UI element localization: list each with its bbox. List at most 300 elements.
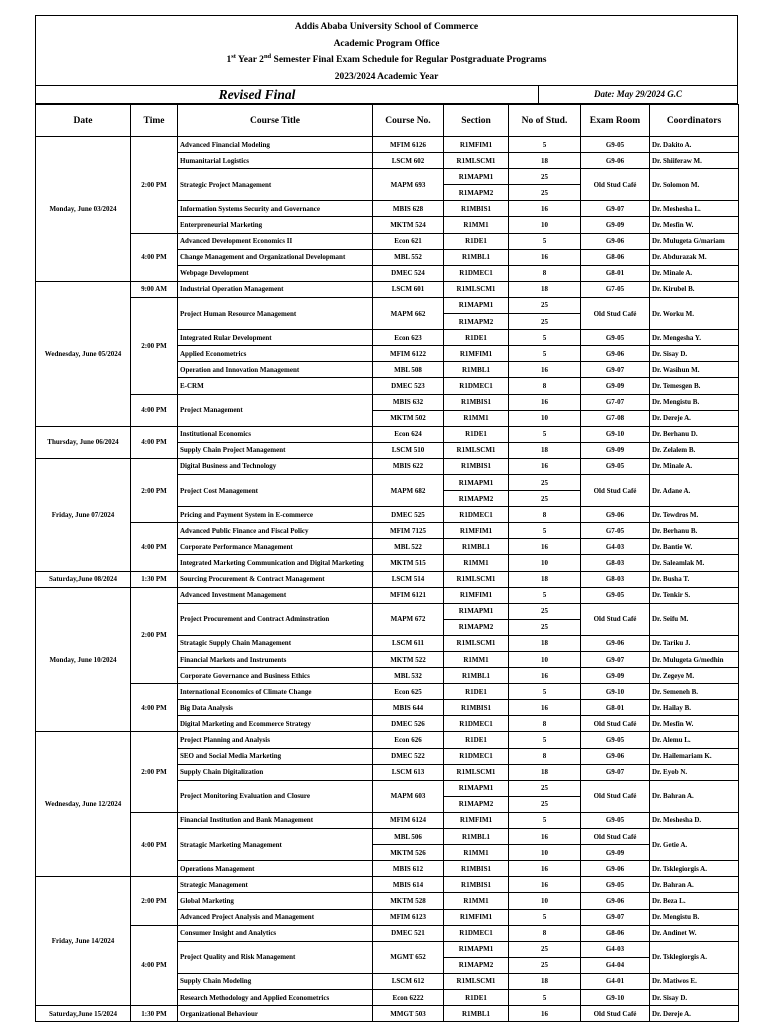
section-code: R1DMEC1 [444, 716, 509, 732]
student-count: 5 [509, 426, 581, 442]
course-no: MGMT 652 [373, 941, 444, 973]
section-code: R1MAPM2 [444, 796, 509, 812]
course-title: Stratagic Marketing Management [178, 829, 373, 861]
coordinator: Dr. Zelalem B. [650, 442, 739, 458]
exam-time: 4:00 PM [131, 394, 178, 426]
schedule-row [36, 571, 739, 587]
section-code: R1MAPM2 [444, 491, 509, 507]
student-count: 25 [509, 185, 581, 201]
section-code: R1MM1 [444, 555, 509, 571]
exam-date: Thursday, June 06/2024 [36, 426, 131, 458]
student-count: 25 [509, 314, 581, 330]
course-no: MAPM 672 [373, 603, 444, 635]
course-title: Supply Chain Modeling [178, 973, 373, 989]
col-header-coordinators: Coordinators [650, 105, 739, 137]
course-no: MBL 522 [373, 539, 444, 555]
schedule-row [36, 732, 739, 748]
course-no: MFIM 6124 [373, 812, 444, 828]
student-count: 18 [509, 764, 581, 780]
student-count: 5 [509, 732, 581, 748]
coordinator: Dr. Seifu M. [650, 603, 739, 635]
exam-room: G9-07 [581, 201, 650, 217]
exam-room: G7-05 [581, 523, 650, 539]
course-title: Organizational Behaviour [178, 1006, 373, 1022]
course-title: Advanced Project Analysis and Management [178, 909, 373, 925]
student-count: 18 [509, 281, 581, 297]
course-title: Integrated Rular Development [178, 330, 373, 346]
course-title: Research Methodology and Applied Econometrics [178, 989, 373, 1005]
section-code: R1MFIM1 [444, 587, 509, 603]
student-count: 8 [509, 925, 581, 941]
student-count: 10 [509, 845, 581, 861]
schedule-row [36, 394, 739, 410]
course-no: MBIS 614 [373, 877, 444, 893]
course-title: Financial Institution and Bank Management [178, 812, 373, 828]
coordinator: Dr. Tsklegiorgis A. [650, 861, 739, 877]
student-count: 25 [509, 297, 581, 313]
exam-room: G9-06 [581, 233, 650, 249]
col-header-course-title: Course Title [178, 105, 373, 137]
exam-room: G9-06 [581, 507, 650, 523]
exam-date: Saturday,June 08/2024 [36, 571, 131, 587]
section-code: R1MFIM1 [444, 812, 509, 828]
exam-date: Monday, June 03/2024 [36, 137, 131, 282]
exam-time: 4:00 PM [131, 812, 178, 876]
section-code: R1MFIM1 [444, 909, 509, 925]
student-count: 18 [509, 442, 581, 458]
schedule-row [36, 233, 739, 249]
coordinator: Dr. Shiiferaw M. [650, 153, 739, 169]
section-code: R1MM1 [444, 845, 509, 861]
coordinator: Dr. Mengistu B. [650, 394, 739, 410]
exam-room: G4-01 [581, 973, 650, 989]
exam-room: G9-06 [581, 153, 650, 169]
student-count: 25 [509, 796, 581, 812]
course-no: MKTM 526 [373, 845, 444, 861]
coordinator: Dr. Tariku J. [650, 635, 739, 651]
course-title: Applied Econometrics [178, 346, 373, 362]
course-no: Econ 626 [373, 732, 444, 748]
exam-room: G7-08 [581, 410, 650, 426]
coordinator: Dr. Getie A. [650, 829, 739, 861]
coordinator: Dr. Kirubel B. [650, 281, 739, 297]
revised-final-label: Revised Final [218, 86, 296, 102]
student-count: 8 [509, 748, 581, 764]
exam-room: Old Stud Café [581, 780, 650, 812]
student-count: 10 [509, 217, 581, 233]
section-code: R1MAPM1 [444, 169, 509, 185]
coordinator: Dr. Bahran A. [650, 877, 739, 893]
schedule-table [35, 104, 739, 1022]
course-title: SEO and Social Media Marketing [178, 748, 373, 764]
student-count: 5 [509, 684, 581, 700]
course-title: Project Procurement and Contract Adminstration [178, 603, 373, 635]
course-no: MBIS 622 [373, 458, 444, 474]
student-count: 25 [509, 603, 581, 619]
exam-room: G8-06 [581, 925, 650, 941]
student-count: 16 [509, 539, 581, 555]
schedule-title: 1st Year 2nd Semester Final Exam Schedule for Regular Postgraduate Programs [226, 52, 547, 65]
section-code: R1MLSCM1 [444, 281, 509, 297]
exam-room: G7-07 [581, 394, 650, 410]
column-header-row [36, 105, 739, 137]
exam-time: 4:00 PM [131, 925, 178, 1005]
section-code: R1MM1 [444, 893, 509, 909]
course-no: MMGT 503 [373, 1006, 444, 1022]
coordinator: Dr. Mesfin W. [650, 217, 739, 233]
coordinator: Dr. Abdurazak M. [650, 249, 739, 265]
student-count: 16 [509, 829, 581, 845]
exam-time: 2:00 PM [131, 877, 178, 925]
coordinator: Dr. Minale A. [650, 265, 739, 281]
academic-year: 2023/2024 Academic Year [334, 71, 439, 82]
coordinator: Dr. Solomon M. [650, 169, 739, 201]
exam-room: Old Stud Café [581, 603, 650, 635]
exam-room: Old Stud Café [581, 169, 650, 201]
course-no: MKTM 502 [373, 410, 444, 426]
schedule-row [36, 426, 739, 442]
section-code: R1DMEC1 [444, 748, 509, 764]
coordinator: Dr. Meshesha L. [650, 201, 739, 217]
coordinator: Dr. Zegeye M. [650, 668, 739, 684]
course-no: LSCM 514 [373, 571, 444, 587]
course-title: Digital Marketing and Ecommerce Strategy [178, 716, 373, 732]
section-code: R1MBL1 [444, 668, 509, 684]
schedule-row [36, 523, 739, 539]
section-code: R1MAPM2 [444, 619, 509, 635]
coordinator: Dr. Wasihun M. [650, 362, 739, 378]
course-title: Integrated Marketing Communication and Digital Marketing [178, 555, 373, 571]
section-code: R1DMEC1 [444, 507, 509, 523]
student-count: 25 [509, 474, 581, 490]
schedule-row [36, 1006, 739, 1022]
exam-time: 2:00 PM [131, 732, 178, 812]
university-name: Addis Ababa University School of Commerce [294, 22, 479, 32]
course-no: Econ 621 [373, 233, 444, 249]
course-title: Project Cost Management [178, 474, 373, 506]
course-no: MFIM 7125 [373, 523, 444, 539]
section-code: R1MBIS1 [444, 201, 509, 217]
schedule-row [36, 684, 739, 700]
coordinator: Dr. Matiwos E. [650, 973, 739, 989]
course-no: LSCM 611 [373, 635, 444, 651]
section-code: R1MBL1 [444, 539, 509, 555]
course-no: DMEC 525 [373, 507, 444, 523]
col-header-time: Time [131, 105, 178, 137]
course-no: LSCM 613 [373, 764, 444, 780]
section-code: R1MBIS1 [444, 458, 509, 474]
student-count: 5 [509, 989, 581, 1005]
exam-time: 2:00 PM [131, 587, 178, 684]
coordinator: Dr. Dereje A. [650, 410, 739, 426]
student-count: 8 [509, 507, 581, 523]
student-count: 10 [509, 555, 581, 571]
course-no: MKTM 524 [373, 217, 444, 233]
student-count: 18 [509, 973, 581, 989]
coordinator: Dr. Mulugeta G/medhin [650, 652, 739, 668]
exam-room: G9-06 [581, 893, 650, 909]
course-no: LSCM 601 [373, 281, 444, 297]
course-title: Operations Management [178, 861, 373, 877]
coordinator: Dr. Bantie W. [650, 539, 739, 555]
course-title: Supply Chain Project Management [178, 442, 373, 458]
exam-time: 1:30 PM [131, 571, 178, 587]
student-count: 10 [509, 410, 581, 426]
exam-room: G4-03 [581, 539, 650, 555]
course-title: Industrial Operation Management [178, 281, 373, 297]
course-no: Econ 623 [373, 330, 444, 346]
exam-room: G9-09 [581, 378, 650, 394]
office-name: Academic Program Office [333, 38, 440, 49]
course-no: MFIM 6121 [373, 587, 444, 603]
section-code: R1MBIS1 [444, 861, 509, 877]
course-title: Webpage Development [178, 265, 373, 281]
section-code: R1MLSCM1 [444, 764, 509, 780]
section-code: R1MAPM2 [444, 957, 509, 973]
course-no: MBL 552 [373, 249, 444, 265]
coordinator: Dr. Bahran A. [650, 780, 739, 812]
course-no: DMEC 523 [373, 378, 444, 394]
coordinator: Dr. Minale A. [650, 458, 739, 474]
course-title: International Economics of Climate Change [178, 684, 373, 700]
coordinator: Dr. Mulugeta G/mariam [650, 233, 739, 249]
section-code: R1MLSCM1 [444, 973, 509, 989]
section-code: R1MBL1 [444, 362, 509, 378]
student-count: 16 [509, 458, 581, 474]
coordinator: Dr. Semeneh B. [650, 684, 739, 700]
course-no: MAPM 682 [373, 474, 444, 506]
course-title: Global Marketing [178, 893, 373, 909]
student-count: 5 [509, 587, 581, 603]
course-no: Econ 624 [373, 426, 444, 442]
exam-date: Saturday,June 15/2024 [36, 1006, 131, 1022]
section-code: R1MLSCM1 [444, 442, 509, 458]
coordinator: Dr. Mesfin W. [650, 716, 739, 732]
coordinator: Dr. Saleamlak M. [650, 555, 739, 571]
course-no: MAPM 603 [373, 780, 444, 812]
course-title: Corporate Governance and Business Ethics [178, 668, 373, 684]
coordinator: Dr. Alemu L. [650, 732, 739, 748]
course-no: MBL 508 [373, 362, 444, 378]
student-count: 25 [509, 957, 581, 973]
coordinator: Dr. Beza L. [650, 893, 739, 909]
exam-room: G9-07 [581, 909, 650, 925]
exam-room: G9-09 [581, 442, 650, 458]
student-count: 25 [509, 780, 581, 796]
section-code: R1DE1 [444, 684, 509, 700]
course-no: MFIM 6122 [373, 346, 444, 362]
exam-time: 4:00 PM [131, 523, 178, 571]
coordinator: Dr. Tewdros M. [650, 507, 739, 523]
schedule-row [36, 297, 739, 313]
section-code: R1MBIS1 [444, 877, 509, 893]
course-title: Strategic Project Management [178, 169, 373, 201]
student-count: 16 [509, 394, 581, 410]
student-count: 25 [509, 941, 581, 957]
course-title: E-CRM [178, 378, 373, 394]
student-count: 18 [509, 153, 581, 169]
student-count: 8 [509, 378, 581, 394]
section-code: R1MFIM1 [444, 346, 509, 362]
course-no: Econ 6222 [373, 989, 444, 1005]
coordinator: Dr. Hailay B. [650, 700, 739, 716]
course-title: Project Management [178, 394, 373, 426]
exam-schedule-sheet [35, 15, 738, 1022]
student-count: 16 [509, 1006, 581, 1022]
course-title: Sourcing Procurement & Contract Management [178, 571, 373, 587]
section-code: R1MBIS1 [444, 700, 509, 716]
exam-date: Friday, June 07/2024 [36, 458, 131, 571]
exam-room: G9-05 [581, 812, 650, 828]
exam-room: G9-06 [581, 748, 650, 764]
section-code: R1MFIM1 [444, 523, 509, 539]
course-no: Econ 625 [373, 684, 444, 700]
section-code: R1MBL1 [444, 1006, 509, 1022]
course-no: MKTM 515 [373, 555, 444, 571]
course-no: MBIS 612 [373, 861, 444, 877]
course-no: MBIS 628 [373, 201, 444, 217]
section-code: R1DE1 [444, 989, 509, 1005]
section-code: R1DE1 [444, 732, 509, 748]
section-code: R1DMEC1 [444, 925, 509, 941]
coordinator: Dr. Meshesha D. [650, 812, 739, 828]
schedule-body [36, 137, 739, 1022]
course-no: MFIM 6126 [373, 137, 444, 153]
exam-room: G4-03 [581, 941, 650, 957]
course-no: MBL 506 [373, 829, 444, 845]
exam-date: Wednesday, June 12/2024 [36, 732, 131, 877]
col-header-students: No of Stud. [509, 105, 581, 137]
section-code: R1MLSCM1 [444, 635, 509, 651]
coordinator: Dr. Worku M. [650, 297, 739, 329]
student-count: 10 [509, 652, 581, 668]
course-no: MKTM 522 [373, 652, 444, 668]
student-count: 5 [509, 346, 581, 362]
course-title: Strategic Management [178, 877, 373, 893]
coordinator: Dr. Tenkir S. [650, 587, 739, 603]
coordinator: Dr. Hailemariam K. [650, 748, 739, 764]
course-title: Advanced Development Economics II [178, 233, 373, 249]
coordinator: Dr. Andinet W. [650, 925, 739, 941]
schedule-row [36, 925, 739, 941]
coordinator: Dr. Berhanu D. [650, 426, 739, 442]
course-no: MBIS 644 [373, 700, 444, 716]
student-count: 16 [509, 668, 581, 684]
section-code: R1DMEC1 [444, 378, 509, 394]
course-title: Advanced Investment Management [178, 587, 373, 603]
exam-room: G9-10 [581, 426, 650, 442]
exam-time: 1:30 PM [131, 1006, 178, 1022]
coordinator: Dr. Dakito A. [650, 137, 739, 153]
exam-room: G9-07 [581, 362, 650, 378]
exam-room: G8-01 [581, 265, 650, 281]
exam-room: G8-01 [581, 700, 650, 716]
exam-room: G9-05 [581, 732, 650, 748]
coordinator: Dr. Mengistu B. [650, 909, 739, 925]
student-count: 18 [509, 571, 581, 587]
exam-room: Old Stud Café [581, 297, 650, 329]
col-header-date: Date [36, 105, 131, 137]
student-count: 25 [509, 169, 581, 185]
exam-date: Friday, June 14/2024 [36, 877, 131, 1006]
course-title: Supply Chain Digitalization [178, 764, 373, 780]
course-title: Information Systems Security and Governance [178, 201, 373, 217]
exam-room: G9-09 [581, 845, 650, 861]
section-code: R1MAPM1 [444, 941, 509, 957]
course-title: Advanced Financial Modeling [178, 137, 373, 153]
course-no: MAPM 662 [373, 297, 444, 329]
course-title: Project Human Resource Management [178, 297, 373, 329]
coordinator: Dr. Eyob N. [650, 764, 739, 780]
exam-room: G9-06 [581, 861, 650, 877]
coordinator: Dr. Busha T. [650, 571, 739, 587]
exam-room: Old Stud Café [581, 716, 650, 732]
section-code: R1MBL1 [444, 829, 509, 845]
course-title: Project Planning and Analysis [178, 732, 373, 748]
course-no: DMEC 521 [373, 925, 444, 941]
col-header-course-no: Course No. [373, 105, 444, 137]
student-count: 5 [509, 523, 581, 539]
section-code: R1MM1 [444, 652, 509, 668]
course-no: MFIM 6123 [373, 909, 444, 925]
col-header-section: Section [444, 105, 509, 137]
exam-room: G8-06 [581, 249, 650, 265]
exam-room: G9-09 [581, 217, 650, 233]
coordinator: Dr. Tsklegiorgis A. [650, 941, 739, 973]
course-title: Financial Markets and Instruments [178, 652, 373, 668]
exam-time: 4:00 PM [131, 426, 178, 458]
student-count: 5 [509, 909, 581, 925]
section-code: R1MAPM1 [444, 297, 509, 313]
section-code: R1DE1 [444, 330, 509, 346]
exam-room: G9-05 [581, 330, 650, 346]
section-code: R1MAPM1 [444, 780, 509, 796]
course-title: Pricing and Payment System in E-commerce [178, 507, 373, 523]
course-no: LSCM 612 [373, 973, 444, 989]
exam-room: G8-03 [581, 555, 650, 571]
exam-time: 4:00 PM [131, 684, 178, 732]
student-count: 16 [509, 861, 581, 877]
course-no: LSCM 510 [373, 442, 444, 458]
course-no: MBL 532 [373, 668, 444, 684]
course-title: Humanitarial Logistics [178, 153, 373, 169]
exam-room: G9-05 [581, 587, 650, 603]
course-no: MBIS 632 [373, 394, 444, 410]
exam-room: G9-10 [581, 989, 650, 1005]
section-code: R1MM1 [444, 217, 509, 233]
student-count: 25 [509, 619, 581, 635]
schedule-row [36, 587, 739, 603]
course-title: Corporate Performance Management [178, 539, 373, 555]
exam-time: 2:00 PM [131, 137, 178, 234]
coordinator: Dr. Mengesha Y. [650, 330, 739, 346]
student-count: 8 [509, 716, 581, 732]
section-code: R1MAPM2 [444, 314, 509, 330]
document-header [35, 15, 738, 85]
course-title: Project Monitoring Evaluation and Closure [178, 780, 373, 812]
student-count: 18 [509, 635, 581, 651]
course-title: Digital Business and Technology [178, 458, 373, 474]
student-count: 16 [509, 201, 581, 217]
exam-room: G9-05 [581, 137, 650, 153]
exam-room: G9-10 [581, 684, 650, 700]
section-code: R1MAPM1 [444, 603, 509, 619]
course-title: Change Management and Organizational Developmant [178, 249, 373, 265]
section-code: R1DMEC1 [444, 265, 509, 281]
exam-time: 9:00 AM [131, 281, 178, 297]
course-no: DMEC 526 [373, 716, 444, 732]
schedule-row [36, 877, 739, 893]
